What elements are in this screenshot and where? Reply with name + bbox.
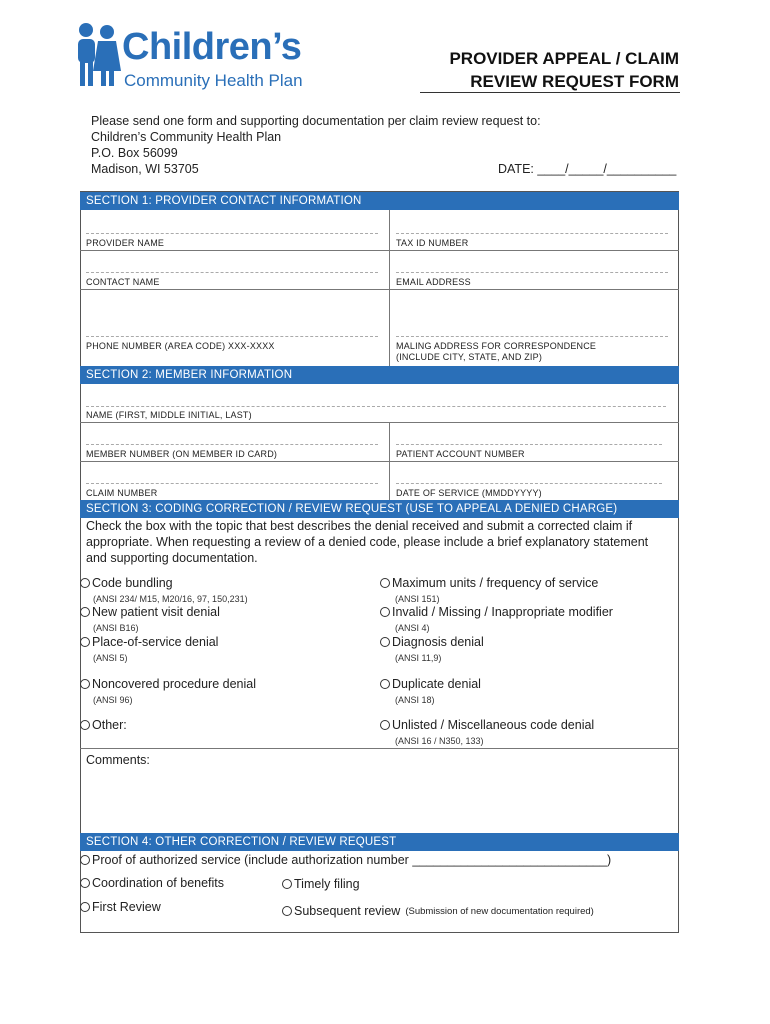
section4-header: SECTION 4: OTHER CORRECTION / REVIEW REQUEST [80,833,679,851]
member-name-input[interactable] [86,406,666,407]
patient-account-label: PATIENT ACCOUNT NUMBER [396,449,525,459]
noncovered-ansi: (ANSI 96) [93,695,133,705]
place-of-service-ansi: (ANSI 5) [93,653,128,663]
option-noncovered-procedure[interactable]: Noncovered procedure denial [80,677,256,691]
intro-line1: Please send one form and supporting documentation per claim review request to: [91,114,541,128]
org-name: Children’s [122,26,302,68]
mailing-address-label: MALING ADDRESS FOR CORRESPONDENCE (INCLUDE CITY, STATE, AND ZIP) [396,341,597,362]
section1-header: SECTION 1: PROVIDER CONTACT INFORMATION [80,192,679,210]
radio-icon[interactable] [380,637,390,647]
date-of-service-input[interactable] [396,483,662,484]
member-name-label: NAME (FIRST, MIDDLE INITIAL, LAST) [86,410,252,420]
option-coordination-benefits[interactable]: Coordination of benefits [80,876,224,890]
option-diagnosis-denial[interactable]: Diagnosis denial [380,635,484,649]
radio-icon[interactable] [380,578,390,588]
date-field[interactable]: DATE: ____/_____/__________ [498,162,677,176]
maximum-units-ansi: (ANSI 151) [395,594,440,604]
subsequent-note: (Submission of new documentation required) [405,905,594,917]
tax-id-input[interactable] [396,233,668,234]
intro-line4: Madison, WI 53705 [91,162,199,176]
option-invalid-modifier[interactable]: Invalid / Missing / Inappropriate modifier [380,605,613,619]
radio-icon[interactable] [380,720,390,730]
option-duplicate-denial[interactable]: Duplicate denial [380,677,481,691]
diagnosis-ansi: (ANSI 11,9) [395,653,442,663]
section3-instructions: Check the box with the topic that best describes the denial received and submit a corrected claim if appropriate. When requesting a review of a denied code, please include a brief explanatory statement and supporting documentation. [86,519,649,565]
phone-input[interactable] [86,336,378,337]
claim-number-label: CLAIM NUMBER [86,488,158,498]
form-title [379,47,679,93]
phone-label: PHONE NUMBER (AREA CODE) XXX-XXXX [86,341,275,351]
patient-account-input[interactable] [396,444,662,445]
mailing-address-input[interactable] [396,336,668,337]
member-number-input[interactable] [86,444,378,445]
contact-name-input[interactable] [86,272,378,273]
logo [72,22,312,92]
radio-icon[interactable] [80,607,90,617]
radio-icon[interactable] [80,855,90,865]
claim-number-input[interactable] [86,483,378,484]
radio-icon[interactable] [380,607,390,617]
org-subtitle: Community Health Plan [124,71,303,90]
option-code-bundling[interactable]: Code bundling [80,576,173,590]
unlisted-ansi: (ANSI 16 / N350, 133) [395,736,484,746]
option-maximum-units[interactable]: Maximum units / frequency of service [380,576,598,590]
provider-name-label: PROVIDER NAME [86,238,165,248]
section3-header: SECTION 3: CODING CORRECTION / REVIEW REQUEST (USE TO APPEAL A DENIED CHARGE) [80,500,679,518]
radio-icon[interactable] [282,906,292,916]
email-input[interactable] [396,272,668,273]
intro-line2: Children’s Community Health Plan [91,130,282,144]
section2-header: SECTION 2: MEMBER INFORMATION [80,366,679,384]
option-new-patient-visit[interactable]: New patient visit denial [80,605,220,619]
tax-id-label: TAX ID NUMBER [396,238,469,248]
comments-area[interactable] [86,770,672,830]
radio-icon[interactable] [380,679,390,689]
code-bundling-ansi: (ANSI 234/ M15, M20/16, 97, 150,231) [93,594,248,604]
intro-line3: P.O. Box 56099 [91,146,178,160]
email-label: EMAIL ADDRESS [396,277,471,287]
option-place-of-service[interactable]: Place-of-service denial [80,635,218,649]
new-patient-ansi: (ANSI B16) [93,623,139,633]
date-of-service-label: DATE OF SERVICE (MMDDYYYY) [396,488,542,498]
option-proof-authorized[interactable]: Proof of authorized service (include authorization number ____________________________) [80,853,611,867]
provider-name-input[interactable] [86,233,378,234]
member-number-label: MEMBER NUMBER (ON MEMBER ID CARD) [86,449,278,459]
radio-icon[interactable] [80,720,90,730]
radio-icon[interactable] [282,879,292,889]
option-first-review[interactable]: First Review [80,900,161,914]
contact-name-label: CONTACT NAME [86,277,160,287]
radio-icon[interactable] [80,637,90,647]
radio-icon[interactable] [80,902,90,912]
comments-label: Comments: [86,753,150,767]
duplicate-ansi: (ANSI 18) [395,695,435,705]
radio-icon[interactable] [80,878,90,888]
radio-icon[interactable] [80,679,90,689]
children-figures-icon [72,22,124,88]
option-subsequent-review[interactable]: Subsequent review (Submission of new documentation required) [282,904,594,918]
option-unlisted-code[interactable]: Unlisted / Miscellaneous code denial [380,718,594,732]
radio-icon[interactable] [80,578,90,588]
form-title-line1: PROVIDER APPEAL / CLAIM [449,49,679,68]
section1-divider [389,210,390,366]
form-title-line2: REVIEW REQUEST FORM [470,72,679,91]
option-other[interactable]: Other: [80,718,127,732]
invalid-modifier-ansi: (ANSI 4) [395,623,430,633]
option-timely-filing[interactable]: Timely filing [282,877,360,891]
header-divider [420,92,680,93]
